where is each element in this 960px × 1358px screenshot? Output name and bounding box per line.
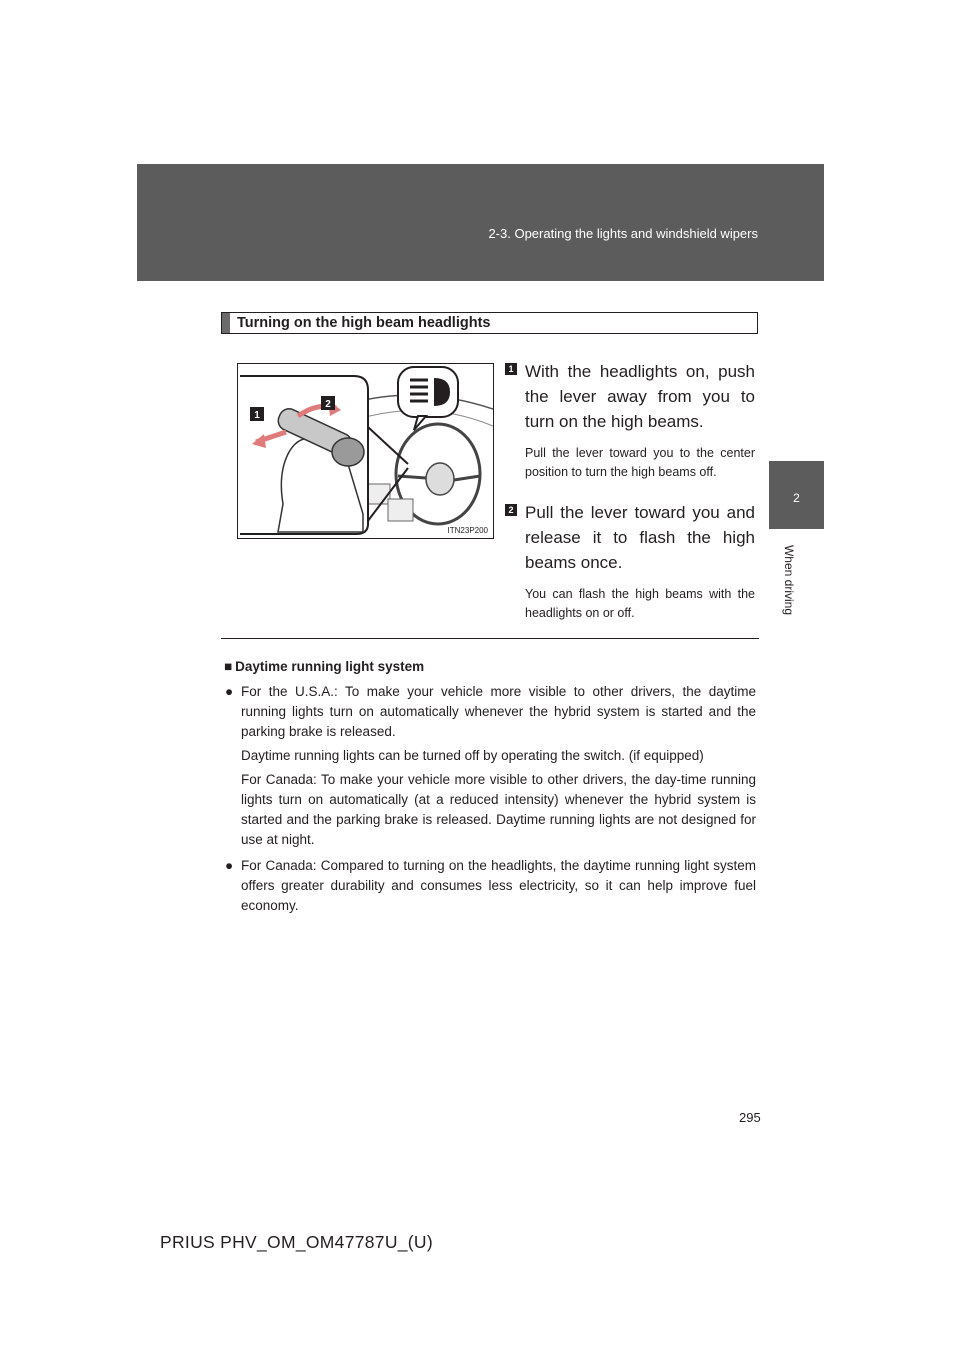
section-title: 2-3. Operating the lights and windshield wipers <box>488 226 758 241</box>
lever-diagram <box>238 364 493 538</box>
daytime-running-light-notes <box>224 657 756 916</box>
note-bullet-2-text: For Canada: Compared to turning on the headlights, the daytime running light system offers greater durability and consumes less electricity, so it can help improve fuel economy. <box>241 858 756 913</box>
bullet-marker: ● <box>225 858 234 873</box>
note-bullet-2 <box>224 856 756 916</box>
chapter-number: 2 <box>793 491 800 505</box>
note-title <box>224 657 756 676</box>
note-bullet-1-text: For the U.S.A.: To make your vehicle more visible to other drivers, the daytime running lights turn on automatically whenever the hybrid system is started and the parking brake is released. <box>241 684 756 739</box>
page-number: 295 <box>739 1110 761 1125</box>
headlight-lever-illustration <box>237 363 494 539</box>
chapter-tab <box>769 461 824 529</box>
step-2-number: 2 <box>505 504 517 516</box>
section-heading <box>221 312 758 334</box>
callout-1: 1 <box>254 410 260 421</box>
steering-hub <box>426 463 454 495</box>
lever-base <box>332 438 364 466</box>
step-2 <box>507 500 755 623</box>
bullet-marker: ● <box>225 684 234 699</box>
dash-panel <box>368 484 390 504</box>
wheel-spoke <box>454 476 480 480</box>
section-divider <box>221 638 759 639</box>
note-bullet-1 <box>224 682 756 742</box>
step-1-number: 1 <box>505 363 517 375</box>
section-heading-text: Turning on the high beam headlights <box>237 315 491 331</box>
step-2-note: You can flash the high beams with the headlights on or off. <box>525 587 755 620</box>
header-band <box>137 164 824 281</box>
note-title-marker: ■ <box>224 659 233 674</box>
note-bullet-1-para-3: For Canada: To make your vehicle more visible to other drivers, the day-time running lights turn on automatically (at a reduced intensity) whenever the hybrid system is started and the parking brake is released. Daytime running lights are not designed for use at night. <box>241 772 756 847</box>
step-1-text: With the headlights on, push the lever away from you to turn on the high beams. <box>525 362 755 431</box>
step-2-text: Pull the lever toward you and release it to flash the high beams once. <box>525 503 755 572</box>
document-code: PRIUS PHV_OM_OM47787U_(U) <box>160 1232 433 1252</box>
step-1 <box>507 359 755 482</box>
illustration-code: ITN23P200 <box>447 526 488 535</box>
note-bullet-1-para-2: Daytime running lights can be turned off by operating the switch. (if equipped) <box>241 748 704 763</box>
heading-marker <box>222 313 230 333</box>
step-1-note: Pull the lever toward you to the center position to turn the high beams off. <box>525 446 755 479</box>
note-title-text: Daytime running light system <box>235 659 425 674</box>
callout-2: 2 <box>325 399 331 410</box>
dash-panel <box>388 499 413 521</box>
chapter-label: When driving <box>782 544 796 616</box>
